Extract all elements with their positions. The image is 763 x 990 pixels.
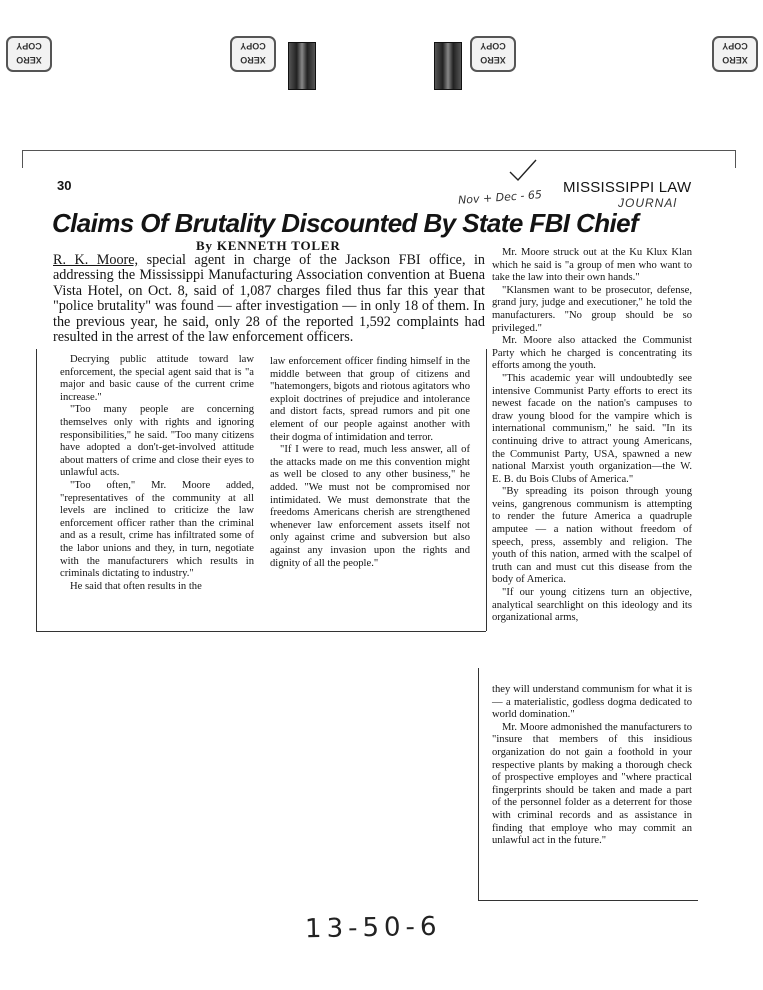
- binder-tab-mark: [434, 42, 462, 90]
- clipping-edge: [36, 349, 37, 631]
- paragraph: they will understand communism for what it is — a materialistic, godless dogma dedicated to world domination.": [492, 684, 692, 721]
- article-column-3: [492, 247, 692, 625]
- xero-copy-stamp: XERO COPY: [6, 36, 52, 72]
- article-lead: [53, 253, 485, 345]
- paragraph: Mr. Moore also attacked the Communist Party which he charged is concentrating its efforts among the youth.: [492, 335, 692, 372]
- clipping-edge: [486, 349, 487, 631]
- handwritten-date: Nov + Dec - 65: [457, 188, 543, 207]
- publication-name: MISSISSIPPI LAW: [563, 179, 692, 196]
- lead-name: R. K. Moore,: [53, 252, 139, 268]
- article-column-1: [60, 354, 254, 593]
- paragraph: law enforcement officer finding himself in the middle between that group of citizens and "hatemongers, bigots and riotous agitators who exploit doctrines of prejudice and intolerance and distort facts, spread rumors and pit one element of our people against another with their dogma of intimidation and terror.: [270, 356, 470, 443]
- xero-copy-stamp: XERO COPY: [712, 36, 758, 72]
- xero-copy-stamp: XERO COPY: [230, 36, 276, 72]
- binder-tab-mark: [288, 42, 316, 90]
- paragraph: "Too many people are concerning themselves only with rights and ignoring responsibilities," he said. "Too many citizens have adopted a don't-get-involved attitude about matters of crime and close their eyes to unlawful acts.: [60, 404, 254, 479]
- page-number: 30: [57, 178, 72, 193]
- paragraph: "Klansmen want to be prosecutor, defense, grand jury, judge and executioner," he told the manufacturers. "No group should be so privileged.": [492, 284, 692, 334]
- check-mark-icon: [508, 158, 538, 184]
- article-headline: Claims Of Brutality Discounted By State FBI Chief: [52, 208, 639, 238]
- frame-line: [22, 150, 736, 151]
- lead-text: special agent in charge of the Jackson FBI office, in addressing the Mississippi Manufacturing Association convention at Buena Vista Hotel, on Oct. 8, said of 1,087 charges filed thus far this year that "police brutality" was found — after investigation — in only 18 of them. In the previous year, he said, only 28 of the reported 1,592 complaints had resulted in the arrest of the law enforcement officers.: [53, 252, 485, 346]
- paragraph: "By spreading its poison through young veins, gangrenous communism is attempting to render the future America a quadruple amputee — a nation without freedom of speech, press, assembly and religion. The youth of this nation, armed with the scalpel of truth can and must cut this disease from the body of America.: [492, 486, 692, 586]
- xero-copy-stamp: XERO COPY: [470, 36, 516, 72]
- paragraph: He said that often results in the: [70, 580, 202, 592]
- article-byline: By KENNETH TOLER: [196, 238, 341, 253]
- frame-line: [735, 150, 736, 168]
- article-column-3-continued: [492, 684, 692, 848]
- article-column-2: [270, 356, 470, 570]
- clipping-edge: [36, 631, 486, 632]
- paragraph: "Too often," Mr. Moore added, "representatives of the community at all levels are inclined to criticize the law enforcement officer rather than the criminal and as a result, crime has infiltrated some of the labor unions and they, in turn, negotiate with the manufacturers which results in criminals dictating to industry.": [60, 479, 254, 580]
- paragraph: "If our young citizens turn an objective, analytical searchlight on this ideology and its organizational arms,: [492, 587, 692, 624]
- clipping-edge: [478, 900, 698, 901]
- paragraph: Mr. Moore admonished the manufacturers to "insure that members of this insidious organization do not gain a foothold in your respective plants by making a thorough check of prospective employes and "where practical fingerprints should be taken and made a part of the personnel folder as a deterrent for those with criminal records and as assistance in finding that employe who may commit an unlawful act in the future.": [492, 721, 692, 847]
- publication-journal: JOURNAl: [618, 196, 678, 210]
- paragraph: "This academic year will undoubtedly see intensive Communist Party efforts to erect its newest facade on the nation's campuses to draw young blood for the vampire which is international communism," he said. "In its continuing drive to attract young Americans, the Communist Party, USA, spawned a new national Marxist youth organization—the W. E. B. du Bois Clubs of America.": [492, 372, 692, 485]
- paragraph: Decrying public attitude toward law enforcement, the special agent said that is "a major and basic cause of the current crime increase.": [60, 354, 254, 403]
- clipping-edge: [478, 668, 479, 900]
- paragraph: "If I were to read, much less answer, all of the attacks made on me this convention might as well be closed to any other business," he added. "We must not be compromised nor intimidated. We must demonstrate that the freedoms Americans cherish are strengthened whenever law enforcement assets itself not only against crime and subversion but also against any invasion upon the rights and dignity of all the people.": [270, 444, 470, 569]
- handwritten-file-number: 13-50-6: [304, 911, 442, 945]
- paragraph: Mr. Moore struck out at the Ku Klux Klan which he said is "a group of men who want to take the law into their own hands.": [492, 247, 692, 284]
- frame-line: [22, 150, 23, 168]
